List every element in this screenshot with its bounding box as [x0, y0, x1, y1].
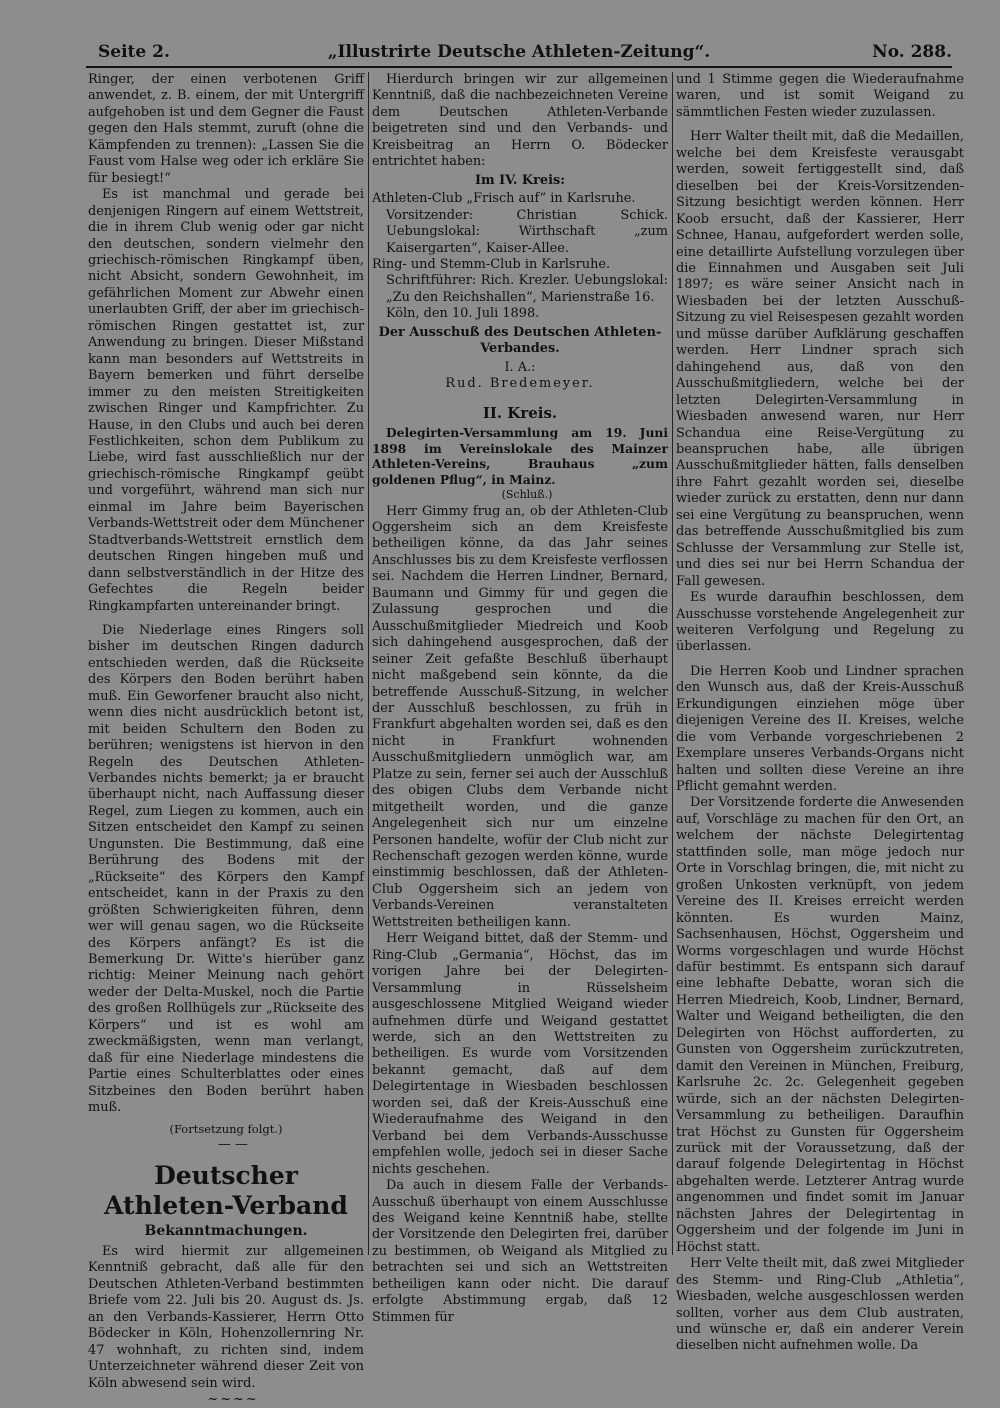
- club-name: Ring- und Stemm-Club in Karlsruhe.: [372, 256, 611, 272]
- continuation-note: (Fortsetzung folgt.): [169, 1121, 283, 1136]
- on-behalf: I. A.:: [504, 359, 536, 375]
- end-ornament: ~~~~: [207, 1391, 259, 1407]
- column-2: [372, 72, 668, 1325]
- minutes-paragraph: und 1 Stimme gegen die Wiederaufnahme waren, und ist somit Weigand zu sämmtlichen Festen wieder zuzulassen.: [676, 72, 964, 120]
- column-3: [676, 72, 964, 1354]
- page-header: [86, 40, 952, 66]
- article-paragraph: Es ist manchmal und gerade bei denjenigen Ringern auf einem Wettstreit, die in ihrem Club wenig oder gar nicht den deutschen, sondern vielmehr den griechisch-römischen Ringkampf üben, nicht Absicht, sondern Gewohnheit, im gefährlichen Moment zur Abwehr einen unerlaubten Griff, der aber im griechisch-römischen Ringen gestattet ist, zur Anwendung zu bringen. Dieser Mißstand kann man besonders auf Wettstreits in Bayern bemerken und führt derselbe immer zu den meisten Streitigkeiten zwischen Ringer und Kampfrichter. Zu Hause, in den Clubs und auch bei deren Festlichkeiten, schon dem Publikum zu Liebe, wird fast ausschließlich nur der griechisch-römische Ringkampf geübt und vorgeführt, während man sich nur einmal im Jahre beim Bayerischen Verbands-Wettstreit oder dem Münchener Stadtverbands-Wettstreit ernstlich dem deutschen Ringen hingeben muß und dann selbstverständlich in der Hitze des Gefechtes die Regeln beider Ringkampfarten untereinander bringt.: [88, 187, 364, 614]
- committee-signature: Der Ausschuß des Deutschen Athleten-Verbandes.: [378, 324, 662, 357]
- newspaper-title: „Illustrirte Deutsche Athleten-Zeitung“.: [327, 42, 711, 62]
- minutes-paragraph: Der Vorsitzende forderte die Anwesenden auf, Vorschläge zu machen für den Ort, an welchem der nächste Delegirtentag stattfinden solle, man möge jedoch nur Orte in Vorschlag bringen, die, mit nicht zu großen Unkosten verknüpft, von jedem Vereine des II. Kreises erreicht werden könnten. Es wurden Mainz, Sachsenhausen, Höchst, Oggersheim und Worms vorgeschlagen und wurde Höchst dafür bestimmt. Es entspann sich darauf eine lebhafte Debatte, woran sich die Herren Miedreich, Koob, Lindner, Bernard, Walter und Weigand betheiligten, die den Delegirten von Höchst aufforderten, zu Gunsten von Oggersheim zurückzutreten, damit den Vereinen in München, Freiburg, Karlsruhe 2c. 2c. Gelegenheit gegeben würde, sich an der nächsten Delegirten-Versammlung zu betheiligen. Daraufhin trat Höchst zu Gunsten für Oggersheim zurück mit der Voraussetzung, daß der darauf folgende Delegirtentag in Höchst abgehalten werde. Letzterer Antrag wurde angenommen und findet somit im Januar nächsten Jahres der Delegirtentag in Oggersheim und der folgende im Juni in Höchst statt.: [676, 795, 964, 1255]
- minutes-paragraph: Die Herren Koob und Lindner sprachen den Wunsch aus, daß der Kreis-Ausschuß Erkundigungen einziehen möge über diejenigen Vereine des II. Kreises, welche die vom Verbande vorgeschriebenen 2 Exemplare unseres Verbands-Organs nicht halten und sollten diese Vereine an ihre Pflicht gemahnt werden.: [676, 663, 964, 795]
- meeting-heading: Delegirten-Versammlung am 19. Juni 1898 im Vereinslokale des Mainzer Athleten-Vereins, Brauhaus „zum goldenen Pflug“, in Mainz.: [372, 425, 668, 487]
- minutes-paragraph: Herr Gimmy frug an, ob der Athleten-Club Oggersheim sich an dem Kreisfeste betheiligen könne, da das Jahr seines Anschlusses bis zu dem Kreisfeste verflossen sei. Nachdem die Herren Lindner, Bernard, Baumann und Gimmy für und gegen die Zulassung gesprochen und die Ausschußmitglieder Miedreich und Koob sich dahingehend ausgesprochen, daß der seiner Zeit gefaßte Beschluß überhaupt nicht maßgebend sein könnte, da die betreffende Ausschuß-Sitzung, in welcher der Ausschluß beschlossen, zu früh in Frankfurt abgehalten worden sei, daß es den nicht in Frankfurt wohnenden Ausschußmitgliedern unmöglich war, am Platze zu sein, ferner sei auch der Ausschluß des obigen Clubs dem Verbande nicht mitgetheilt worden, und die ganze Angelegenheit sich nur um einzelne Personen handelte, wofür der Club nicht zur Rechenschaft gezogen werden könne, wurde einstimmig beschlossen, daß der Athleten-Club Oggersheim sich an jedem von Verbands-Vereinen veranstalteten Wettstreiten betheiligen kann.: [372, 503, 668, 930]
- minutes-paragraph: Es wurde daraufhin beschlossen, dem Ausschusse vorstehende Angelegenheit zur weiteren Verfolgung und Regelung zu überlassen.: [676, 590, 964, 655]
- conclusion-note: (Schluß.): [501, 488, 553, 502]
- minutes-paragraph: Herr Weigand bittet, daß der Stemm- und Ring-Club „Germania“, Höchst, das im vorigen Jahre bei der Delegirten-Versammlung in Rüsselsheim ausgeschlossene Mitglied Weigand wieder aufnehmen dürfe und Weigand gestattet werde, sich an den Wettstreiten zu betheiligen. Es wurde vom Vorsitzenden bekannt gemacht, daß auf dem Delegirtentage in Wiesbaden beschlossen worden sei, daß der Kreis-Ausschuß eine Wiederaufnahme des Weigand in den Verband bei dem Verbands-Ausschusse empfehlen wolle, jedoch sei in dieser Sache nichts geschehen.: [372, 931, 668, 1177]
- column-divider-2: [672, 72, 673, 1255]
- minutes-paragraph: Herr Velte theilt mit, daß zwei Mitglieder des Stemm- und Ring-Club „Athletia“, Wiesbaden, welche ausgeschlossen werden sollten, vorher aus dem Club austraten, und wünsche er, daß ein anderer Verein dieselben nicht aufnehmen wolle. Da: [676, 1256, 964, 1354]
- column-1: [88, 72, 364, 1407]
- club-name: Athleten-Club „Frisch auf“ in Karlsruhe.: [372, 191, 636, 207]
- header-rule: [86, 66, 952, 68]
- announcement-paragraph: Hierdurch bringen wir zur allgemeinen Kenntniß, daß die nachbezeichneten Vereine dem Deutschen Athleten-Verbande beigetreten sind und den Verbands- und Kreisbeitrag an Herrn O. Bödecker entrichtet haben:: [372, 72, 668, 170]
- club-details: Vorsitzender: Christian Schick. Uebungslokal: Wirthschaft „zum Kaisergarten“, Kaiser-Allee.: [386, 207, 668, 256]
- minutes-paragraph: Da auch in diesem Falle der Verbands-Ausschuß überhaupt von einem Ausschlusse des Weigand keine Kenntniß habe, stellte der Vorsitzende den Delegirten frei, darüber zu bestimmen, ob Weigand als Mitglied zu betrachten sei und sich an Wettstreiten betheiligen kann oder nicht. Die darauf erfolgte Abstimmung ergab, daß 12 Stimmen für: [372, 1178, 668, 1325]
- article-paragraph: Ringer, der einen verbotenen Griff anwendet, z. B. einem, der mit Untergriff aufgehoben ist und dem Gegner die Faust gegen den Hals stemmt, zuruft (ohne die Kämpfenden zu trennen): „Lassen Sie die Faust vom Halse weg oder ich erkläre Sie für besiegt!“: [88, 72, 364, 186]
- section-title: Deutscher Athleten-Verband: [104, 1161, 348, 1221]
- page-number: Seite 2.: [98, 42, 170, 62]
- district-heading: Im IV. Kreis:: [474, 172, 566, 188]
- issue-number: No. 288.: [872, 42, 952, 62]
- club-details: Schriftführer: Rich. Krezler. Uebungslokal: „Zu den Reichshallen“, Marienstraße 16.: [386, 273, 668, 305]
- district-heading: II. Kreis.: [482, 403, 558, 422]
- section-subtitle: Bekanntmachungen.: [144, 1223, 308, 1240]
- section-dash: — —: [218, 1137, 248, 1152]
- minutes-paragraph: Herr Walter theilt mit, daß die Medaillen, welche bei dem Kreisfeste verausgabt werden, soweit fertiggestellt sind, daß dieselben bei der Kreis-Vorsitzenden-Sitzung besichtigt werden können. Herr Koob ersucht, daß der Kassierer, Herr Schnee, Hanau, aufgefordert werden solle, eine detaillirte Aufstellung vorzulegen über die Einnahmen und Ausgaben seit Juli 1897; es wäre seiner Ansicht nach in Wiesbaden bei der letzten Ausschuß-Sitzung zu viel Reisespesen gezahlt worden und müsse darüber Aufklärung geschaffen werden. Herr Lindner sprach sich dahingehend aus, daß von den Ausschußmitgliedern, welche bei der letzten Delegirten-Versammlung in Wiesbaden anwesend waren, nur Herr Schandua eine Reise-Vergütung zu beanspruchen habe, alle übrigen Ausschußmitglieder hätten, falls denselben ihre Fahrt gezahlt worden sei, dieselbe wieder zurück zu erstatten, denn nur dann sei eine Vergütung zu beanspruchen, wenn das betreffende Ausschußmitglied bis zum Schlusse der Versammlung zur Stelle ist, und dies sei nur bei Herrn Schandua der Fall gewesen.: [676, 129, 964, 589]
- date-line: Köln, den 10. Juli 1898.: [386, 306, 540, 322]
- signatory: Rud. Bredemeyer.: [445, 376, 595, 392]
- article-paragraph: Die Niederlage eines Ringers soll bisher im deutschen Ringen dadurch entschieden werden, daß die Rückseite des Körpers den Boden berührt haben muß. Ein Geworfener braucht also nicht, wenn dies nicht ausdrücklich betont ist, mit beiden Schultern den Boden zu berühren; wenigstens ist hiervon in den Regeln des Deutschen Athleten-Verbandes nichts bemerkt; ja er braucht überhaupt nicht, nach Auffassung dieser Regel, zum Liegen zu kommen, auch ein Sitzen entscheidet den Kampf zu seinen Ungunsten. Die Bestimmung, daß eine Berührung des Bodens mit der „Rückseite“ des Körpers den Kampf entscheidet, kann in der Praxis zu den größten Schwierigkeiten führen, denn wer will genau sagen, wo die Rückseite des Körpers anfängt? Es ist die Bemerkung Dr. Witte's hierüber ganz richtig: Meiner Meinung nach gehört weder der Delta-Muskel, noch die Partie des großen Rollhügels zur „Rückseite des Körpers“ und ist es wohl am zweckmäßigsten, wenn man verlangt, daß für eine Niederlage mindestens die Partie eines Schulterblattes oder eines Sitzbeines den Boden berührt haben muß.: [88, 622, 364, 1116]
- club-list: [372, 191, 668, 306]
- announcement-paragraph: Es wird hiermit zur allgemeinen Kenntniß gebracht, daß alle für den Deutschen Athleten-Verband bestimmten Briefe vom 22. Juli bis 20. August ds. Js. an den Verbands-Kassierer, Herrn Otto Bödecker in Köln, Hohenzollernring Nr. 47 wohnhaft, zu richten sind, indem Unterzeichneter während dieser Zeit von Köln abwesend sein wird.: [88, 1243, 364, 1391]
- column-divider-1: [368, 72, 369, 1255]
